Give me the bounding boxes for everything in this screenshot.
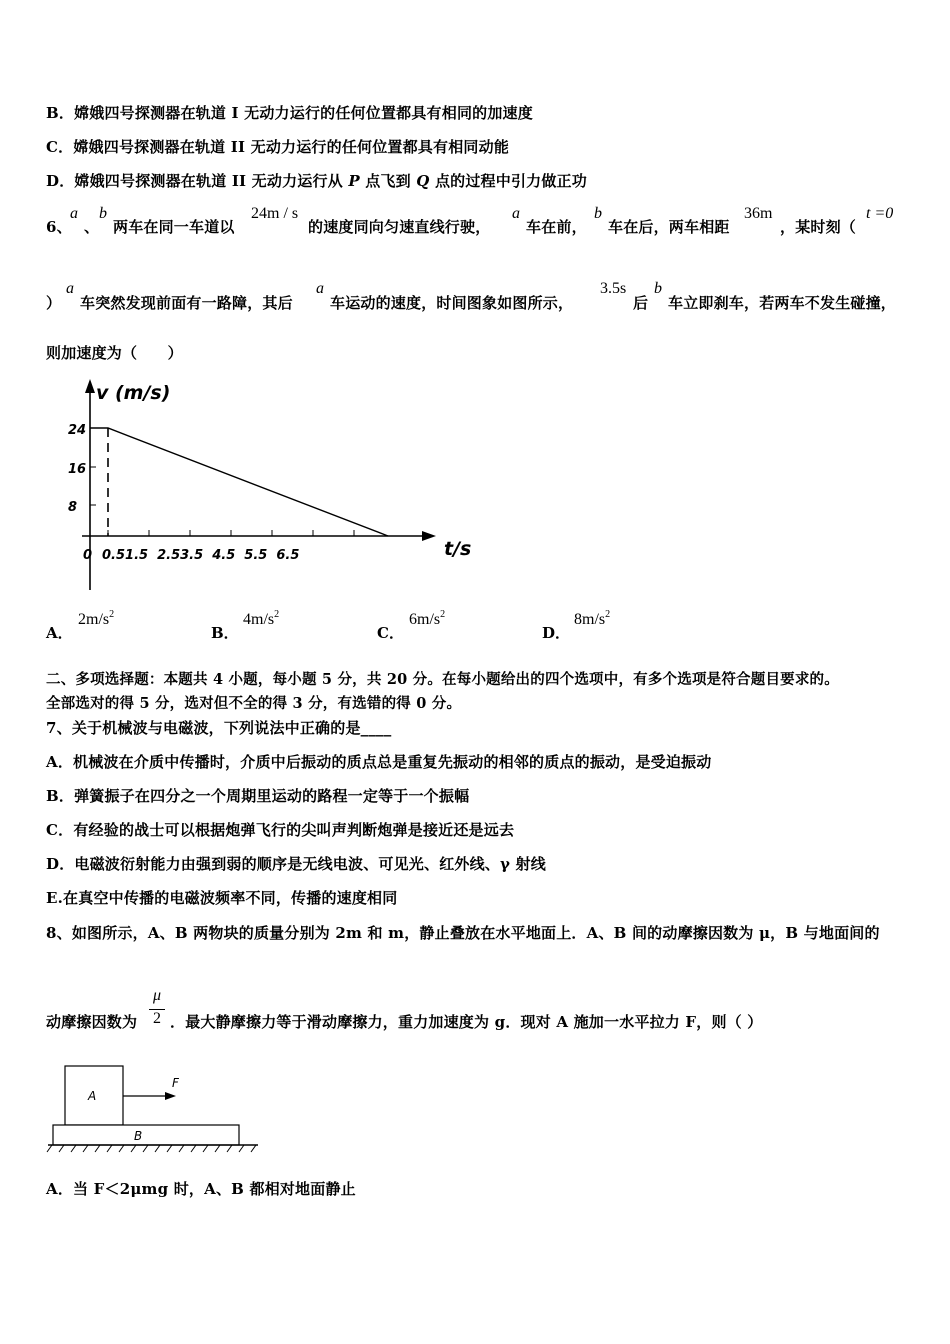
q6-var-a-2: a bbox=[512, 205, 520, 222]
q6-line2-var-a-2: a bbox=[316, 280, 324, 297]
q7-option-b: B．弹簧振子在四分之一个周期里运动的路程一定等于一个振幅 bbox=[46, 787, 470, 805]
q6-line2-text-4: 车立即刹车，若两车不发生碰撞， bbox=[668, 294, 897, 312]
q6-var-b-2: b bbox=[594, 205, 602, 222]
q7-option-a: A．机械波在介质中传播时，介质中后振动的质点总是重复先振动的相邻的质点的振动，是受迫振动 bbox=[46, 753, 712, 771]
ground-hatching bbox=[47, 1145, 256, 1152]
q6-option-c-value: $6m/s^2$ bbox=[409, 609, 446, 628]
x-axis-arrow bbox=[422, 531, 436, 541]
q6-line2-text-3: 后 bbox=[633, 294, 649, 312]
q6-line2-paren: ） bbox=[46, 294, 62, 312]
q6-option-b-value: $4m/s^2$ bbox=[243, 609, 280, 628]
q5-option-b: B．嫦娥四号探测器在轨道 I 无动力运行的任何位置都具有相同的加速度 bbox=[46, 104, 533, 122]
origin-label: 0 bbox=[83, 548, 93, 563]
point-q: Q bbox=[416, 172, 430, 190]
q6-text-2: 的速度同向匀速直线行驶， bbox=[308, 218, 491, 236]
q6-line2-var-b: b bbox=[654, 280, 662, 297]
q5-option-d-text-2: 点飞到 bbox=[359, 172, 417, 190]
q6-text-3: 车在前， bbox=[526, 218, 587, 236]
section2-line1: 二、多项选择题：本题共 4 小题，每小题 5 分，共 20 分。在每小题给出的四个选项中，有多个选项是符合题目要求的。 bbox=[46, 671, 839, 688]
q8-stem-line2-a: 动摩擦因数为 bbox=[46, 1013, 138, 1031]
block-b bbox=[53, 1125, 239, 1145]
q7-option-d: D．电磁波衍射能力由强到弱的顺序是无线电波、可见光、红外线、γ 射线 bbox=[46, 855, 546, 873]
xtick-labels: 0.51.5 2.53.5 4.5 5.5 6.5 bbox=[102, 548, 300, 563]
q6-line2-var-a: a bbox=[66, 280, 74, 297]
fraction-denominator: 2 bbox=[153, 1010, 161, 1027]
q6-option-d-label: D． bbox=[542, 624, 571, 642]
q6-time-zero: t =0 bbox=[866, 205, 894, 222]
y-axis-label: v (m/s) bbox=[96, 382, 171, 404]
q6-text-4: 车在后，两车相距 bbox=[608, 218, 730, 236]
q6-text-5: ，某时刻（ bbox=[780, 218, 857, 236]
label-a: A bbox=[88, 1089, 97, 1103]
q5-option-d bbox=[46, 170, 587, 191]
force-arrow-head bbox=[165, 1092, 176, 1100]
q6-line2-text-2: 车运动的速度，时间图象如图所示， bbox=[330, 294, 574, 312]
q5-option-c: C．嫦娥四号探测器在轨道 II 无动力运行的任何位置都具有相同动能 bbox=[46, 138, 510, 156]
y-axis-arrow bbox=[85, 379, 95, 393]
q6-speed: 24m / s bbox=[251, 205, 299, 222]
q6-var-a: a bbox=[70, 205, 78, 222]
q6-var-b: b bbox=[99, 205, 107, 222]
ytick-label-8: 8 bbox=[68, 500, 78, 515]
velocity-line bbox=[90, 428, 388, 536]
q6-number: 6、 bbox=[46, 218, 72, 236]
q8-option-a: A．当 F＜2μmg 时，A、B 都相对地面静止 bbox=[46, 1180, 356, 1198]
fraction-numerator: μ bbox=[152, 987, 162, 1004]
label-b: B bbox=[134, 1129, 143, 1143]
q6-option-d-value: $8m/s^2$ bbox=[574, 609, 611, 628]
vt-graph bbox=[60, 375, 480, 595]
q6-delay: 3.5s bbox=[600, 280, 627, 297]
q8-stem-line1: 8、如图所示，A、B 两物块的质量分别为 2m 和 m，静止叠放在水平地面上．A、B 间的动摩擦因数为 μ，B 与地面间的 bbox=[46, 924, 880, 942]
q6-option-a-value: $2m/s^2$ bbox=[78, 609, 115, 628]
q7-option-c: C．有经验的战士可以根据炮弹飞行的尖叫声判断炮弹是接近还是远去 bbox=[46, 821, 515, 839]
label-f: F bbox=[172, 1076, 179, 1090]
q6-text-1: 两车在同一车道以 bbox=[113, 218, 235, 236]
q8-stem-line2-b: ．最大静摩擦力等于滑动摩擦力，重力加速度为 g．现对 A 施加一水平拉力 F，则（ ） bbox=[170, 1013, 763, 1031]
ytick-label-16: 16 bbox=[68, 462, 87, 477]
q6-option-b-label: B． bbox=[211, 624, 239, 642]
q6-line3: 则加速度为（ ） bbox=[46, 344, 183, 362]
q7-stem: 7、关于机械波与电磁波，下列说法中正确的是____ bbox=[46, 719, 392, 737]
x-axis-label: t/s bbox=[444, 538, 472, 560]
q5-option-d-text-1: D．嫦娥四号探测器在轨道 II 无动力运行从 bbox=[46, 172, 349, 190]
q7-option-e: E.在真空中传播的电磁波频率不同，传播的速度相同 bbox=[46, 889, 398, 907]
ytick-label-24: 24 bbox=[68, 423, 87, 438]
q6-option-a-label: A． bbox=[46, 624, 73, 642]
q6-option-c-label: C． bbox=[377, 624, 404, 642]
blocks-figure bbox=[44, 1060, 264, 1160]
point-p: P bbox=[348, 172, 360, 190]
section2-line2: 全部选对的得 5 分，选对但不全的得 3 分，有选错的得 0 分。 bbox=[46, 695, 462, 712]
q6-line2-text-1: 车突然发现前面有一路障，其后 bbox=[80, 294, 293, 312]
q5-option-d-text-3: 点的过程中引力做正功 bbox=[429, 172, 587, 190]
q6-distance: 36m bbox=[744, 205, 773, 222]
q6-sep: 、 bbox=[84, 218, 100, 236]
